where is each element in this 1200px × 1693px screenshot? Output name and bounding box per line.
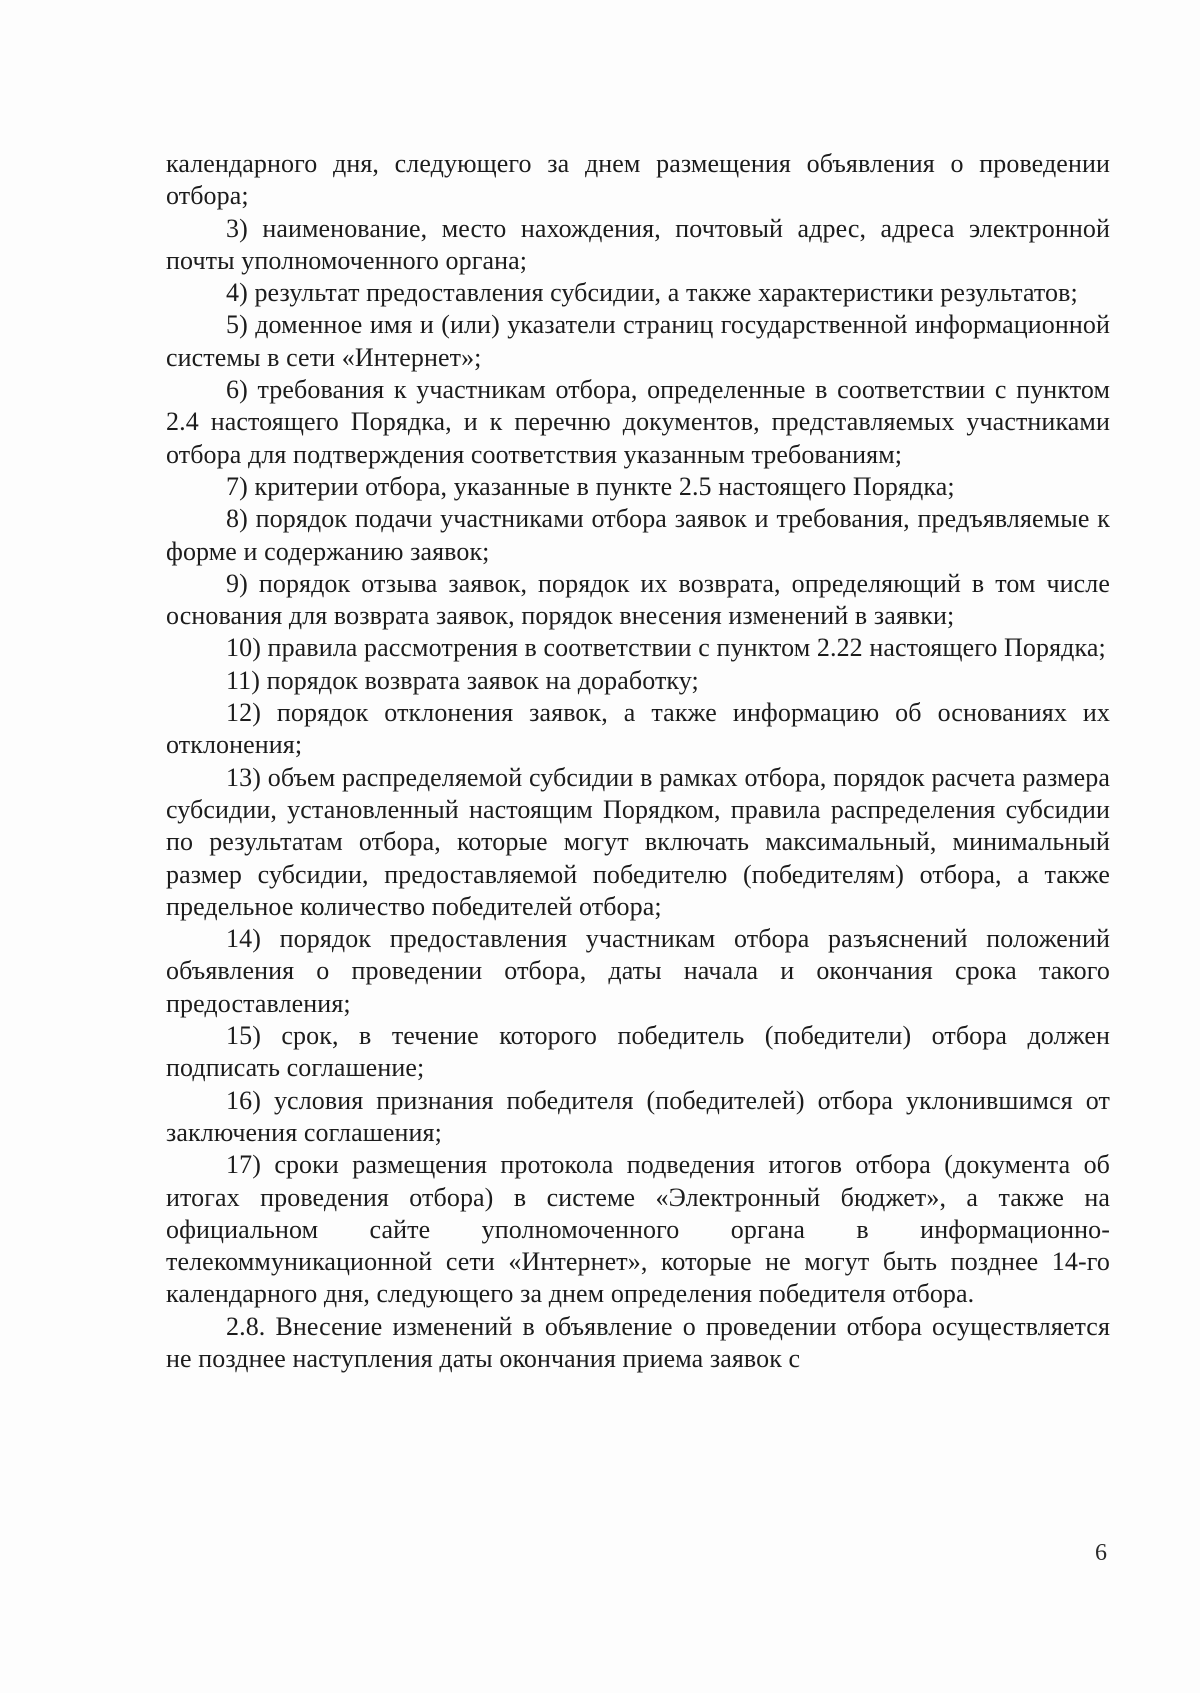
list-item: 5) доменное имя и (или) указатели страниц государственной информационной системы в сети «Интернет»; <box>166 310 1110 372</box>
paragraph-continuation: календарного дня, следующего за днем размещения объявления о проведении отбора; <box>166 149 1110 211</box>
section-paragraph: 2.8. Внесение изменений в объявление о проведении отбора осуществляется не позднее наступления даты окончания приема заявок с <box>166 1311 1110 1373</box>
list-item: 13) объем распределяемой субсидии в рамках отбора, порядок расчета размера субсидии, установленный настоящим Порядком, правила распределения субсидии по результатам отбора, которые могут включать максимальный, минимальный размер субсидии, предоставляемой победителю (победителям) отбора, а также предельное количество победителей отбора; <box>166 762 1110 921</box>
list-item: 4) результат предоставления субсидии, а также характеристики результатов; <box>226 278 1078 308</box>
list-item: 12) порядок отклонения заявок, а также информацию об основаниях их отклонения; <box>166 698 1110 760</box>
list-item: 6) требования к участникам отбора, определенные в соответствии с пунктом 2.4 настоящего Порядка, и к перечню документов, представляемых участниками отбора для подтверждения соответствия указанным требованиям; <box>166 375 1110 469</box>
list-item: 14) порядок предоставления участникам отбора разъяснений положений объявления о проведении отбора, даты начала и окончания срока такого предоставления; <box>166 924 1110 1018</box>
list-item: 9) порядок отзыва заявок, порядок их возврата, определяющий в том числе основания для возврата заявок, порядок внесения изменений в заявки; <box>166 568 1110 631</box>
list-item: 11) порядок возврата заявок на доработку; <box>226 665 699 695</box>
page-number: 6 <box>1095 1540 1107 1566</box>
list-item: 17) сроки размещения протокола подведения итогов отбора (документа об итогах проведения отбора) в системе «Электронный бюджет», а также на официальном сайте уполномоченного органа в информационно-телекоммуникационной сети «Интернет», которые не могут быть позднее 14-го календарного дня, следующего за днем определения победителя отбора. <box>166 1150 1110 1309</box>
list-item: 15) срок, в течение которого победитель (победители) отбора должен подписать соглашение; <box>166 1021 1110 1083</box>
list-item: 3) наименование, место нахождения, почтовый адрес, адреса электронной почты уполномоченного органа; <box>166 213 1110 275</box>
list-item: 7) критерии отбора, указанные в пункте 2.5 настоящего Порядка; <box>226 471 955 501</box>
list-item: 10) правила рассмотрения в соответствии с пунктом 2.22 настоящего Порядка; <box>226 633 1106 663</box>
list-item: 8) порядок подачи участниками отбора заявок и требования, предъявляемые к форме и содержанию заявок; <box>166 504 1110 566</box>
list-item: 16) условия признания победителя (победителей) отбора уклонившимся от заключения соглашения; <box>166 1085 1110 1147</box>
document-body <box>166 148 1110 1375</box>
